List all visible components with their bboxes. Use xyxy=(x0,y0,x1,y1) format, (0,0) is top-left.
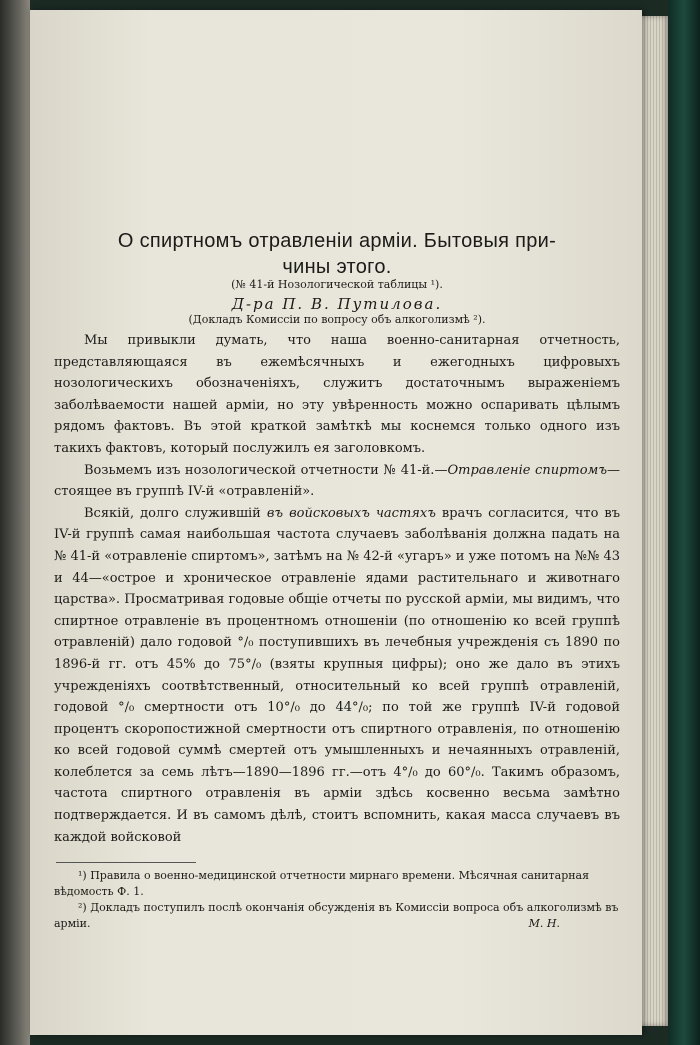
footnote-2-text: ²) Докладъ поступилъ послѣ окончанія обсужденія въ Комиссіи вопроса объ алкоголизмѣ въ арміи. xyxy=(54,901,619,930)
paragraph-2-start: Возьмемъ изъ нозологической отчетности № 41-й.— xyxy=(84,462,448,478)
paragraph-2-end: —стоящее въ группѣ IV-й «отравленій». xyxy=(54,462,620,500)
footnotes xyxy=(54,868,620,932)
title-line-2: чины этого. xyxy=(282,256,392,278)
footnote-2 xyxy=(54,900,620,932)
paragraph-3 xyxy=(54,503,620,849)
left-book-edge xyxy=(0,0,30,1045)
paragraph-3-rest: врачъ согласится, что въ IV-й группѣ самая наибольшая частота случаевъ заболѣванія должна падать на № 41-й «отравленіе спиртомъ», затѣмъ на № 42-й «угаръ» и уже потомъ на №№ 43 и 44—«острое и хроническое отравленіе ядами растительнаго и животнаго царства». Просматривая годовые общіе отчеты по русской арміи, мы видимъ, что спиртное отравленіе въ процентномъ отношеніи (по отношенію ко всей группѣ отравленій) дало годовой °/₀ поступившихъ въ лечебныя учрежденія съ 1890 по 1896-й гг. отъ 45% до 75°/₀ (взяты крупныя цифры); оно же дало въ этихъ учрежденіяхъ соотвѣтственный, относительный ко всей группѣ отравленій, годовой °/₀ смертности отъ 10°/₀ до 44°/₀; по той же группѣ IV-й годовой процентъ скоропостижной смертности отъ спиртного отравленія, по отношенію ко всей годовой суммѣ смертей отъ умышленныхъ и нечаянныхъ отравленій, колеблется за семь лѣтъ—1890—1896 гг.—отъ 4°/₀ до 60°/₀. Такимъ образомъ, частота спиртного отравленія въ арміи здѣсь косвенно весьма замѣтно подтверждается. И въ самомъ дѣлѣ, стоитъ вспомнить, какая масса случаевъ въ каждой войсковой xyxy=(54,505,620,845)
paragraph-3-start: Всякій, долго служившій xyxy=(84,505,261,521)
paragraph-3-emphasis: въ войсковыхъ частяхъ xyxy=(266,505,436,521)
footnote-divider xyxy=(56,862,196,863)
book-page xyxy=(30,10,642,1035)
paragraph-2-emphasis: Отравленіе спиртомъ xyxy=(447,462,607,478)
report-note: (Докладъ Комиссіи по вопросу объ алкоголизмѣ ²). xyxy=(188,313,486,326)
footnote-1: ¹) Правила о военно-медицинской отчетности мирнаго времени. Мѣсячная санитарная вѣдомость Ф. 1. xyxy=(54,869,590,898)
footnote-signature: М. Н. xyxy=(528,917,560,930)
article-subtitle: (№ 41-й Нозологической таблицы ¹). xyxy=(231,278,443,291)
title-line-1: О спиртномъ отравленіи арміи. Бытовыя при- xyxy=(117,230,557,252)
article-title xyxy=(72,228,602,280)
article-body xyxy=(54,330,620,848)
paragraph-2 xyxy=(54,460,620,503)
paragraph-1: Мы привыкли думать, что наша военно-санитарная отчетность, представляющаяся въ ежемѣсячныхъ и ежегодныхъ цифровыхъ нозологическихъ обозначеніяхъ, служитъ достаточнымъ выраженіемъ заболѣваемости нашей арміи, но эту увѣренность можно оспаривать цѣлымъ рядомъ фактовъ. Въ этой краткой замѣткѣ мы коснемся только одного изъ такихъ фактовъ, который послужилъ ея заголовкомъ. xyxy=(54,333,620,456)
article-author: Д-ра П. В. Путилова. xyxy=(231,295,443,313)
book-spine xyxy=(668,0,700,1045)
